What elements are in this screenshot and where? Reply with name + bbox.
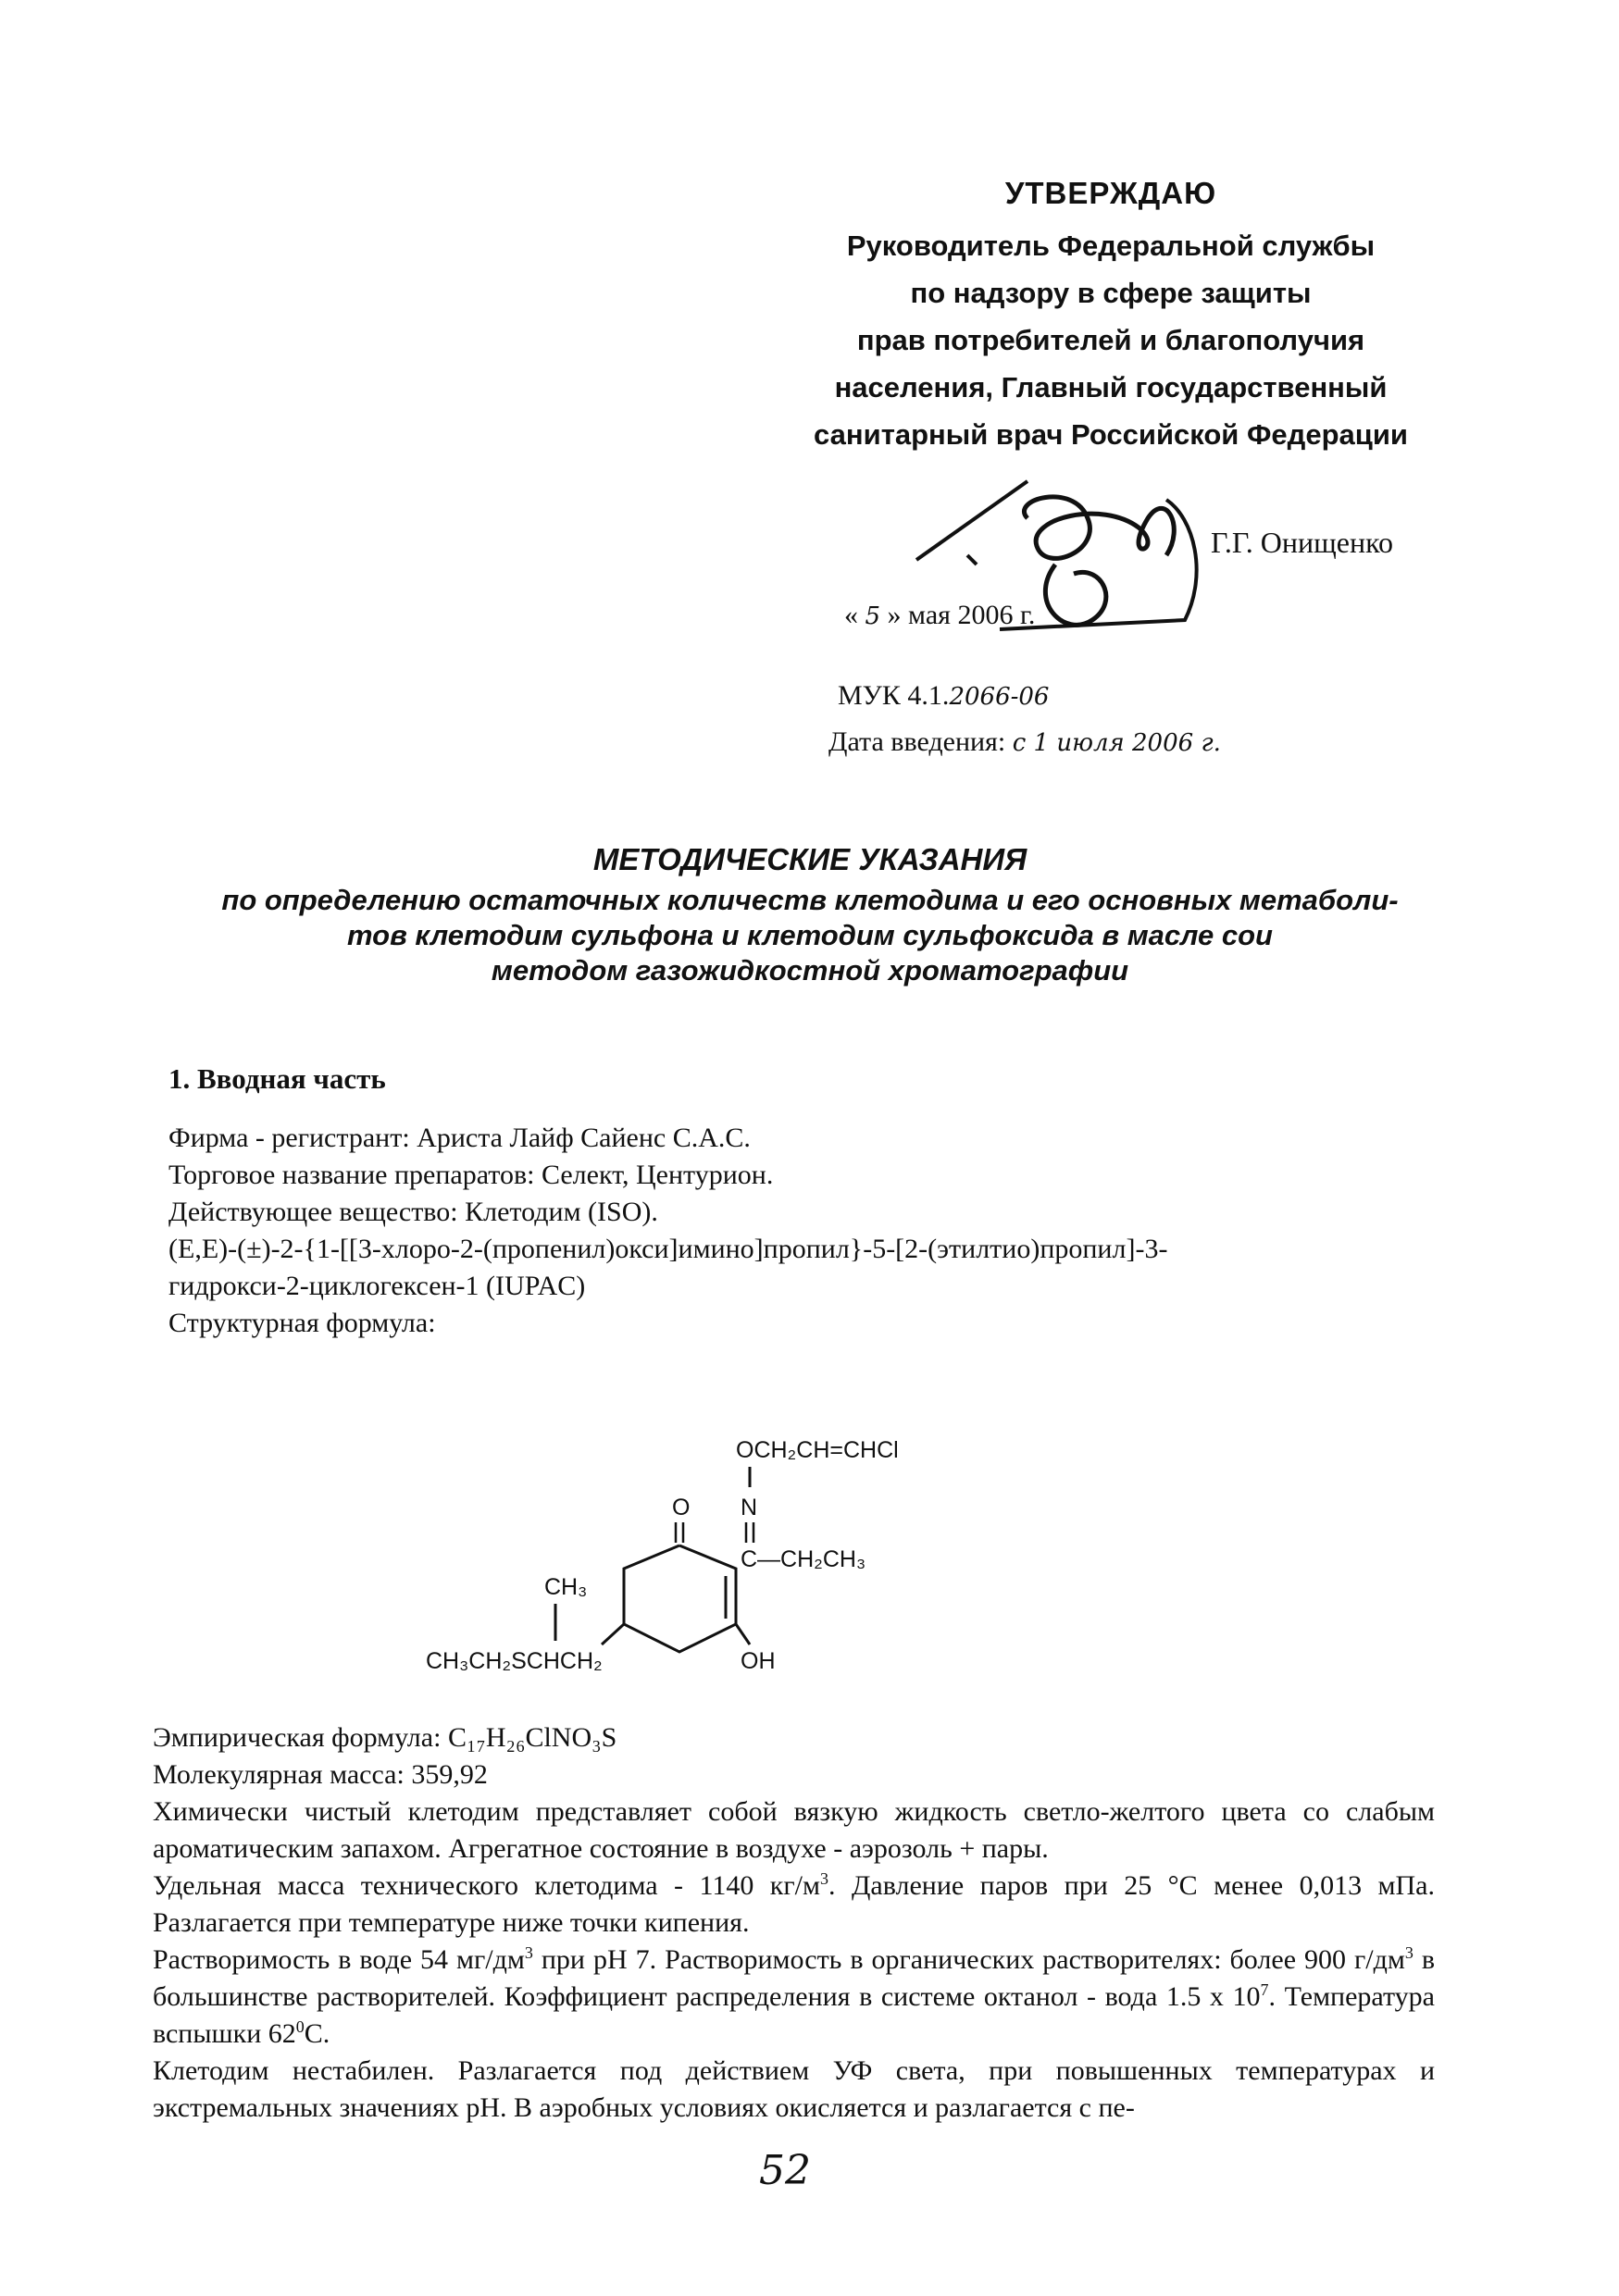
struct-ch3: CH₃ — [544, 1574, 588, 1600]
date-prefix: « — [844, 600, 858, 630]
empirical-formula — [153, 1719, 1435, 1756]
approval-line-3: прав потребителей и благополучия — [856, 324, 1365, 356]
page-number: 52 — [759, 2147, 811, 2194]
intro-line: Действующее вещество: Клетодим (ISO). — [168, 1197, 658, 1227]
struct-n-atom: N — [741, 1495, 758, 1520]
introduction-date — [828, 726, 1221, 758]
intro-line: Торговое название препаратов: Селект, Центурион. — [168, 1160, 774, 1190]
struct-carbonyl-o: O — [672, 1495, 691, 1520]
property-paragraph: Растворимость в воде 54 $мг/дм^3$ при pH 7. Растворимость в органических растворителях: более 900 $г/дм^3$ в большинстве растворителей. Коэффициент распределения в системе октанол - вода 1.5 x $10^7$. Температура вспышки $62^0С$. — [153, 1943, 1436, 2049]
empirical-value: C₁₇H₂₆ClNO₃S — [447, 1722, 617, 1753]
approval-line-5: санитарный врач Российской Федерации — [814, 418, 1408, 451]
intro-date-label: Дата введения: — [828, 726, 1006, 757]
struct-oh: OH — [741, 1648, 776, 1674]
intro-lines — [168, 1120, 1446, 1342]
approval-date — [844, 600, 1035, 631]
struct-c-side: C—CH₂CH₃ — [741, 1546, 866, 1572]
muk-number — [838, 680, 1049, 712]
properties — [153, 1719, 1435, 2127]
struct-top-group: OCH₂CH=CHCl — [736, 1437, 899, 1463]
intro-date-value: с 1 июля 2006 г. — [1012, 729, 1221, 757]
date-suffix: » мая 2006 г. — [887, 600, 1036, 630]
muk-value: 2066-06 — [949, 683, 1050, 711]
title-main: МЕТОДИЧЕСКИЕ УКАЗАНИЯ — [592, 842, 1027, 876]
molecular-mass: Молекулярная масса: 359,92 — [153, 1759, 488, 1790]
approval-line-1: Руководитель Федеральной службы — [846, 230, 1376, 262]
intro-line: (E,E)-(±)-2-{1-[[3-хлоро-2-(пропенил)окси]имино]пропил}-5-[2-(этилтио)пропил]-3- — [168, 1234, 1168, 1264]
intro-line: гидрокси-2-циклогексен-1 (IUPAC) — [168, 1271, 586, 1301]
property-paragraph: Химически чистый клетодим представляет собой вязкую жидкость светло-желтого цвета со слабым ароматическим запахом. Агрегатное состояние в воздухе - аэрозоль + пары. — [153, 1796, 1435, 1864]
struct-left-chain: CH₃CH₂SCHCH₂ — [426, 1648, 603, 1674]
empirical-label: Эмпирическая формула: — [153, 1722, 448, 1753]
title-sub-1: по определению остаточных количеств клетодима и его основных метаболи- — [221, 884, 1399, 916]
approval-title: УТВЕРЖДАЮ — [1004, 176, 1217, 210]
property-paragraph: Клетодим нестабилен. Разлагается под действием УФ света, при повышенных температурах и экстремальных значениях pH. В аэробных условиях окисляется и разлагается с пе- — [153, 2055, 1435, 2123]
intro-line: Фирма - регистрант: Ариста Лайф Сайенс С.А.С. — [168, 1123, 751, 1153]
muk-label: МУК 4.1. — [838, 680, 950, 711]
approval-block — [759, 176, 1463, 458]
section-heading: 1. Вводная часть — [168, 1062, 386, 1095]
intro-line: Структурная формула: — [168, 1308, 436, 1338]
property-paragraph: Удельная масса технического клетодима - 1140 $кг/м^3$. Давление паров при 25 °С менее 0,013 мПа. Разлагается при температуре ниже точки кипения. — [153, 1869, 1435, 1938]
signer-name: Г.Г. Онищенко — [1211, 526, 1394, 559]
title-sub-2: тов клетодим сульфона и клетодим сульфоксида в масле сои — [347, 919, 1273, 951]
structural-formula — [426, 1430, 981, 1726]
document-title — [148, 842, 1472, 988]
approval-line-2: по надзору в сфере защиты — [910, 277, 1312, 309]
approval-line-4: населения, Главный государственный — [834, 371, 1388, 403]
title-sub-3: методом газожидкостной хроматографии — [491, 954, 1129, 987]
date-day: 5 — [865, 602, 881, 630]
